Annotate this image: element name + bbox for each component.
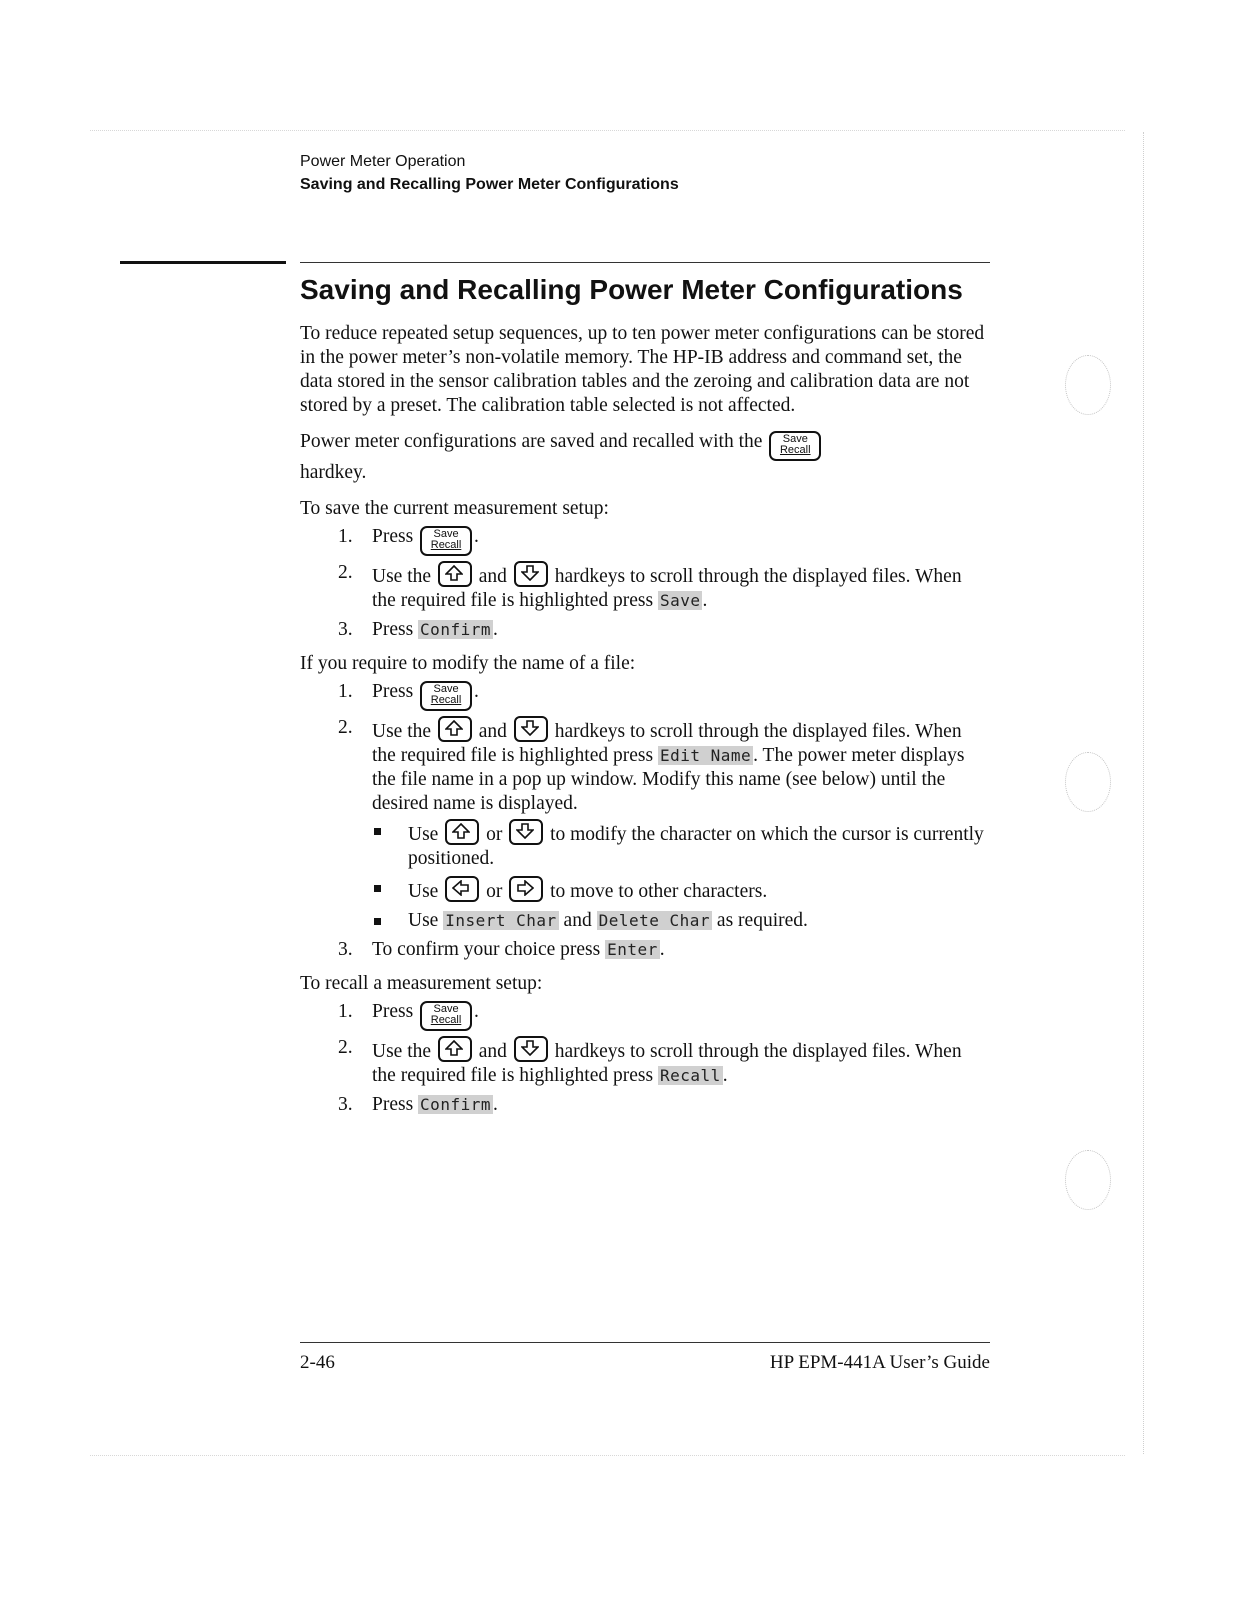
list-item: 1. Press Save Recall . xyxy=(300,525,990,556)
modify-heading: If you require to modify the name of a file: xyxy=(300,653,636,674)
down-arrow-icon xyxy=(514,561,548,587)
softkey-recall: Recall xyxy=(659,1066,721,1085)
binder-hole xyxy=(1065,752,1111,812)
binder-hole xyxy=(1065,1150,1111,1210)
list-item: 1. Press Save Recall . xyxy=(300,1000,990,1031)
left-margin-rule xyxy=(120,261,286,264)
list-item: Use or to move to other characters. xyxy=(372,876,990,904)
down-arrow-icon xyxy=(509,819,543,845)
page-number: 2-46 xyxy=(300,1352,335,1373)
modify-bullets xyxy=(372,819,990,933)
down-arrow-icon xyxy=(514,716,548,742)
body-text xyxy=(300,322,990,1127)
save-steps xyxy=(300,525,990,642)
down-arrow-icon xyxy=(514,1036,548,1062)
up-arrow-icon xyxy=(438,1036,472,1062)
list-item: 3. To confirm your choice press Enter . xyxy=(338,939,665,960)
left-arrow-icon xyxy=(445,876,479,902)
header-subsection: Saving and Recalling Power Meter Configurations xyxy=(300,176,679,193)
save-heading: To save the current measurement setup: xyxy=(300,498,609,519)
scan-border-right xyxy=(1143,132,1144,1454)
scan-border-bottom xyxy=(90,1455,1125,1456)
page-title: Saving and Recalling Power Meter Configurations xyxy=(300,274,963,305)
running-header xyxy=(300,150,679,196)
recall-heading: To recall a measurement setup: xyxy=(300,973,543,994)
right-arrow-icon xyxy=(509,876,543,902)
save-recall-key-icon: Save Recall xyxy=(420,526,472,556)
intro-paragraph: To reduce repeated setup sequences, up to ten power meter configurations can be stored in the power meter’s non-volatile memory. The HP-IB address and command set, the data stored in the sensor calibration tables and the zeroing and calibration data are not stored by a preset. The calibration table selected is not affected. xyxy=(300,323,985,416)
title-rule xyxy=(300,262,990,263)
modify-steps xyxy=(300,680,990,962)
scan-border-top xyxy=(90,130,1125,131)
bullet-icon xyxy=(374,918,381,925)
bullet-icon xyxy=(374,885,381,892)
list-item: 2. Use the and hardkeys to scroll through the displayed files. When the required file is highlighted press Recall . xyxy=(338,1037,962,1086)
softkey-edit-name: Edit Name xyxy=(659,746,752,765)
list-item: Use Insert Char and Delete Char as required. xyxy=(372,909,990,933)
header-section: Power Meter Operation xyxy=(300,153,466,170)
list-item: 2. Use the and hardkeys to scroll through the displayed files. When the required file is highlighted press Save . xyxy=(338,562,962,611)
softkey-insert-char: Insert Char xyxy=(445,911,557,930)
hardkey-paragraph: Power meter configurations are saved and recalled with the Save Recall hardkey. xyxy=(300,430,990,485)
save-recall-key-icon: Save Recall xyxy=(420,681,472,711)
softkey-confirm: Confirm xyxy=(420,620,491,639)
softkey-confirm: Confirm xyxy=(420,1095,491,1114)
footer-rule xyxy=(300,1342,990,1343)
bullet-icon xyxy=(374,828,381,835)
softkey-save: Save xyxy=(659,591,701,610)
list-item: 2. Use the and hardkeys to scroll through the displayed files. When the required file is highlighted press Edit Name . The power meter displays the file name in a pop up window. Modify this name (see below) until the desired name is displayed. Use or to modify the character on which the cursor is currently positioned. Use or to move to other characters. Use Insert Char and Delete Char as required. xyxy=(300,716,990,933)
list-item: Use or to modify the character on which the cursor is currently positioned. xyxy=(372,819,990,871)
recall-steps xyxy=(300,1000,990,1117)
list-item: 1. Press Save Recall . xyxy=(300,680,990,711)
up-arrow-icon xyxy=(445,819,479,845)
save-recall-key-icon: Save Recall xyxy=(769,431,821,461)
up-arrow-icon xyxy=(438,716,472,742)
save-recall-key-icon: Save Recall xyxy=(420,1001,472,1031)
list-item: 3. Press Confirm . xyxy=(338,1094,498,1115)
up-arrow-icon xyxy=(438,561,472,587)
binder-hole xyxy=(1065,355,1111,415)
softkey-delete-char: Delete Char xyxy=(598,911,711,930)
softkey-enter: Enter xyxy=(607,940,658,959)
guide-title: HP EPM-441A User’s Guide xyxy=(769,1352,990,1373)
list-item: 3. Press Confirm . xyxy=(338,619,498,640)
